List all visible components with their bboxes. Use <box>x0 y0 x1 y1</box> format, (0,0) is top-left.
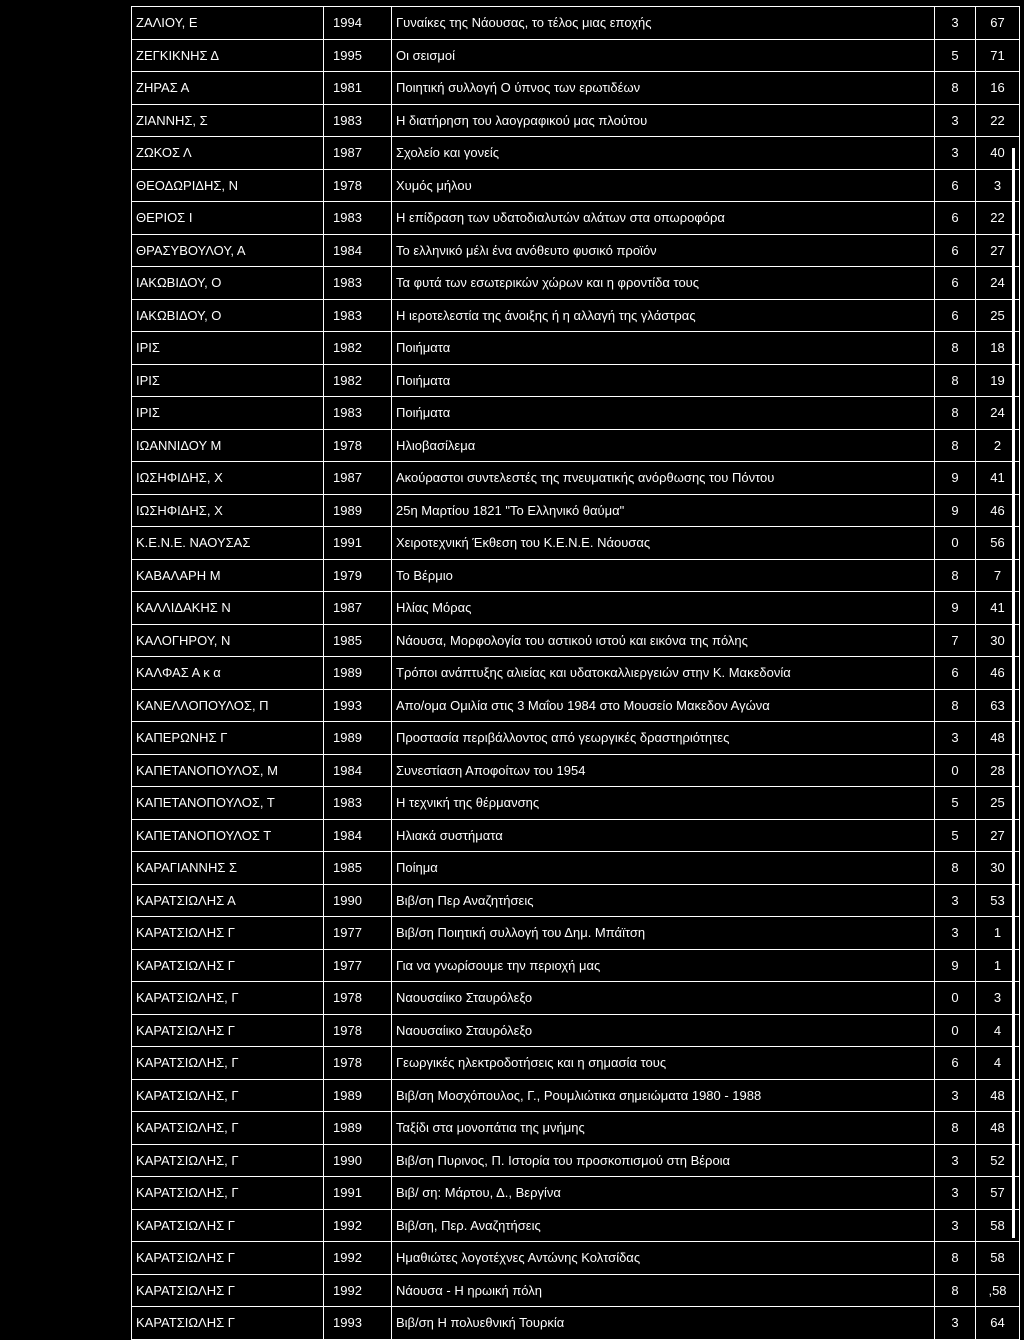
title-cell: Σχολείο και γονείς <box>392 137 935 170</box>
year-cell: 1984 <box>324 234 392 267</box>
author-cell: Κ.Ε.Ν.Ε. ΝΑΟΥΣΑΣ <box>132 527 324 560</box>
table-row <box>132 267 1020 300</box>
year-cell: 1985 <box>324 852 392 885</box>
author-cell: ΚΑΡΑΤΣΙΩΛΗΣ Γ <box>132 1307 324 1340</box>
issue-cell: 3 <box>935 1144 976 1177</box>
year-cell: 1987 <box>324 462 392 495</box>
page-cell: 58 <box>976 1209 1020 1242</box>
year-cell: 1989 <box>324 494 392 527</box>
author-cell: ΚΑΡΑΤΣΙΩΛΗΣ Γ <box>132 1209 324 1242</box>
page-cell: 4 <box>976 1047 1020 1080</box>
title-cell: Βιβ/ση Περ Αναζητήσεις <box>392 884 935 917</box>
page-cell: ,58 <box>976 1274 1020 1307</box>
author-cell: ΚΑΡΑΤΣΙΩΛΗΣ, Γ <box>132 982 324 1015</box>
issue-cell: 8 <box>935 689 976 722</box>
title-cell: Βιβ/ση Η πολυεθνική Τουρκία <box>392 1307 935 1340</box>
page-cell: 1 <box>976 949 1020 982</box>
page-cell: 48 <box>976 722 1020 755</box>
author-cell: ΚΑΡΑΤΣΙΩΛΗΣ, Γ <box>132 1079 324 1112</box>
title-cell: Βιβ/ ση: Μάρτου, Δ., Βεργίνα <box>392 1177 935 1210</box>
title-cell: Βιβ/ση Ποιητική συλλογή του Δημ. Μπάϊτση <box>392 917 935 950</box>
author-cell: ΚΑΠΕΤΑΝΟΠΟΥΛΟΣ, Τ <box>132 787 324 820</box>
issue-cell: 0 <box>935 1014 976 1047</box>
table-row <box>132 527 1020 560</box>
year-cell: 1989 <box>324 1079 392 1112</box>
page-cell: 1 <box>976 917 1020 950</box>
page-cell: 27 <box>976 819 1020 852</box>
page-cell: 41 <box>976 462 1020 495</box>
year-cell: 1995 <box>324 39 392 72</box>
title-cell: Γυναίκες της Νάουσας, το τέλος μιας εποχής <box>392 7 935 40</box>
issue-cell: 3 <box>935 1177 976 1210</box>
issue-cell: 6 <box>935 234 976 267</box>
title-cell: Βιβ/ση Πυρινος, Π. Ιστορία του προσκοπισμού στη Βέροια <box>392 1144 935 1177</box>
author-cell: ΚΑΡΑΤΣΙΩΛΗΣ Α <box>132 884 324 917</box>
table-row <box>132 494 1020 527</box>
year-cell: 1978 <box>324 1014 392 1047</box>
page-cell: 16 <box>976 72 1020 105</box>
author-cell: ΖΩΚΟΣ Λ <box>132 137 324 170</box>
issue-cell: 6 <box>935 299 976 332</box>
issue-cell: 8 <box>935 364 976 397</box>
year-cell: 1993 <box>324 689 392 722</box>
issue-cell: 6 <box>935 657 976 690</box>
table-row <box>132 169 1020 202</box>
author-cell: ΚΑΝΕΛΛΟΠΟΥΛΟΣ, Π <box>132 689 324 722</box>
title-cell: Ηλιοβασίλεμα <box>392 429 935 462</box>
table-row <box>132 949 1020 982</box>
year-cell: 1983 <box>324 397 392 430</box>
page-cell: 71 <box>976 39 1020 72</box>
author-cell: ΚΑΡΑΤΣΙΩΛΗΣ Γ <box>132 1014 324 1047</box>
page-cell: 25 <box>976 299 1020 332</box>
year-cell: 1984 <box>324 819 392 852</box>
table-row <box>132 1144 1020 1177</box>
title-cell: Ναουσαίικο Σταυρόλεξο <box>392 1014 935 1047</box>
page-cell: 2 <box>976 429 1020 462</box>
title-cell: Ηλιακά συστήματα <box>392 819 935 852</box>
table-row <box>132 1014 1020 1047</box>
author-cell: ΚΑΡΑΤΣΙΩΛΗΣ Γ <box>132 1274 324 1307</box>
issue-cell: 9 <box>935 592 976 625</box>
issue-cell: 8 <box>935 559 976 592</box>
title-cell: Ηλίας Μόρας <box>392 592 935 625</box>
year-cell: 1987 <box>324 137 392 170</box>
title-cell: Τρόποι ανάπτυξης αλιείας και υδατοκαλλιεργειών στην Κ. Μακεδονία <box>392 657 935 690</box>
table-row <box>132 1112 1020 1145</box>
year-cell: 1992 <box>324 1274 392 1307</box>
title-cell: Νάουσα - Η ηρωική πόλη <box>392 1274 935 1307</box>
year-cell: 1991 <box>324 527 392 560</box>
table-row <box>132 884 1020 917</box>
page-cell: 46 <box>976 657 1020 690</box>
issue-cell: 9 <box>935 949 976 982</box>
title-cell: Ναουσαίικο Σταυρόλεξο <box>392 982 935 1015</box>
author-cell: ΖΗΡΑΣ Α <box>132 72 324 105</box>
year-cell: 1992 <box>324 1242 392 1275</box>
title-cell: Τα φυτά των εσωτερικών χώρων και η φροντίδα τους <box>392 267 935 300</box>
author-cell: ΙΩΣΗΦΙΔΗΣ, Χ <box>132 462 324 495</box>
table-row <box>132 332 1020 365</box>
author-cell: ΙΑΚΩΒΙΔΟΥ, Ο <box>132 267 324 300</box>
table-row <box>132 137 1020 170</box>
title-cell: Χειροτεχνική Έκθεση του Κ.Ε.Ν.Ε. Νάουσας <box>392 527 935 560</box>
title-cell: Το Βέρμιο <box>392 559 935 592</box>
issue-cell: 8 <box>935 1112 976 1145</box>
author-cell: ΚΑΠΕΤΑΝΟΠΟΥΛΟΣ Τ <box>132 819 324 852</box>
year-cell: 1989 <box>324 722 392 755</box>
issue-cell: 3 <box>935 722 976 755</box>
page-cell: 4 <box>976 1014 1020 1047</box>
year-cell: 1978 <box>324 1047 392 1080</box>
table-row <box>132 364 1020 397</box>
issue-cell: 8 <box>935 1242 976 1275</box>
year-cell: 1982 <box>324 332 392 365</box>
title-cell: Οι σεισμοί <box>392 39 935 72</box>
issue-cell: 0 <box>935 982 976 1015</box>
issue-cell: 3 <box>935 917 976 950</box>
table-row <box>132 1177 1020 1210</box>
author-cell: ΚΑΒΑΛΑΡΗ Μ <box>132 559 324 592</box>
page-cell: 19 <box>976 364 1020 397</box>
author-cell: ΙΩΑΝΝΙΔΟΥ Μ <box>132 429 324 462</box>
table-row <box>132 917 1020 950</box>
title-cell: Για να γνωρίσουμε την περιοχή μας <box>392 949 935 982</box>
year-cell: 1982 <box>324 364 392 397</box>
title-cell: Η τεχνική της θέρμανσης <box>392 787 935 820</box>
title-cell: 25η Μαρτίου 1821 "Το Ελληνικό θαύμα" <box>392 494 935 527</box>
page-cell: 22 <box>976 104 1020 137</box>
year-cell: 1984 <box>324 754 392 787</box>
author-cell: ΚΑΡΑΤΣΙΩΛΗΣ, Γ <box>132 1144 324 1177</box>
issue-cell: 3 <box>935 1079 976 1112</box>
year-cell: 1983 <box>324 202 392 235</box>
issue-cell: 5 <box>935 787 976 820</box>
issue-cell: 0 <box>935 527 976 560</box>
issue-cell: 3 <box>935 1307 976 1340</box>
page-cell: 22 <box>976 202 1020 235</box>
author-cell: ΙΑΚΩΒΙΔΟΥ, Ο <box>132 299 324 332</box>
issue-cell: 3 <box>935 884 976 917</box>
author-cell: ΚΑΡΑΤΣΙΩΛΗΣ Γ <box>132 949 324 982</box>
table-row <box>132 819 1020 852</box>
title-cell: Προστασία περιβάλλοντος από γεωργικές δραστηριότητες <box>392 722 935 755</box>
year-cell: 1993 <box>324 1307 392 1340</box>
year-cell: 1978 <box>324 169 392 202</box>
title-cell: Απο/ομα Ομιλία στις 3 Μαΐου 1984 στο Μουσείο Μακεδον Αγώνα <box>392 689 935 722</box>
table-row <box>132 39 1020 72</box>
year-cell: 1990 <box>324 1144 392 1177</box>
issue-cell: 9 <box>935 494 976 527</box>
title-cell: Νάουσα, Μορφολογία του αστικού ιστού και εικόνα της πόλης <box>392 624 935 657</box>
year-cell: 1991 <box>324 1177 392 1210</box>
page-cell: 7 <box>976 559 1020 592</box>
title-cell: Η ιεροτελεστία της άνοιξης ή η αλλαγή της γλάστρας <box>392 299 935 332</box>
table-row <box>132 852 1020 885</box>
page-cell: 56 <box>976 527 1020 560</box>
page-cell: 63 <box>976 689 1020 722</box>
issue-cell: 7 <box>935 624 976 657</box>
author-cell: ΚΑΠΕΡΩΝΗΣ Γ <box>132 722 324 755</box>
issue-cell: 8 <box>935 397 976 430</box>
year-cell: 1981 <box>324 72 392 105</box>
year-cell: 1983 <box>324 299 392 332</box>
page-cell: 57 <box>976 1177 1020 1210</box>
year-cell: 1983 <box>324 104 392 137</box>
page-cell: 30 <box>976 852 1020 885</box>
title-cell: Ποιήματα <box>392 364 935 397</box>
title-cell: Ημαθιώτες λογοτέχνες Αντώνης Κολτσίδας <box>392 1242 935 1275</box>
year-cell: 1978 <box>324 429 392 462</box>
year-cell: 1978 <box>324 982 392 1015</box>
year-cell: 1992 <box>324 1209 392 1242</box>
page-cell: 28 <box>976 754 1020 787</box>
page-cell: 40 <box>976 137 1020 170</box>
table-row <box>132 1242 1020 1275</box>
issue-cell: 6 <box>935 169 976 202</box>
page-cell: 48 <box>976 1079 1020 1112</box>
page-cell: 24 <box>976 397 1020 430</box>
title-cell: Το ελληνικό μέλι ένα ανόθευτο φυσικό προϊόν <box>392 234 935 267</box>
issue-cell: 6 <box>935 1047 976 1080</box>
author-cell: ΙΡΙΣ <box>132 332 324 365</box>
year-cell: 1990 <box>324 884 392 917</box>
title-cell: Βιβ/ση Μοσχόπουλος, Γ., Ρουμλιώτικα σημειώματα 1980 - 1988 <box>392 1079 935 1112</box>
year-cell: 1989 <box>324 1112 392 1145</box>
issue-cell: 8 <box>935 429 976 462</box>
issue-cell: 3 <box>935 104 976 137</box>
author-cell: ΙΡΙΣ <box>132 397 324 430</box>
table-row <box>132 202 1020 235</box>
issue-cell: 6 <box>935 267 976 300</box>
issue-cell: 8 <box>935 332 976 365</box>
table-row <box>132 559 1020 592</box>
page-cell: 64 <box>976 1307 1020 1340</box>
title-cell: Ποιήματα <box>392 332 935 365</box>
year-cell: 1987 <box>324 592 392 625</box>
table-row <box>132 462 1020 495</box>
table-row <box>132 722 1020 755</box>
page-cell: 48 <box>976 1112 1020 1145</box>
issue-cell: 3 <box>935 1209 976 1242</box>
issue-cell: 3 <box>935 137 976 170</box>
author-cell: ΘΕΟΔΩΡΙΔΗΣ, Ν <box>132 169 324 202</box>
table-row <box>132 657 1020 690</box>
title-cell: Ποιητική συλλογή Ο ύπνος των ερωτιδέων <box>392 72 935 105</box>
table-row <box>132 1047 1020 1080</box>
page-cell: 41 <box>976 592 1020 625</box>
issue-cell: 8 <box>935 852 976 885</box>
page-cell: 3 <box>976 169 1020 202</box>
table-row <box>132 429 1020 462</box>
author-cell: ΚΑΡΑΤΣΙΩΛΗΣ, Γ <box>132 1047 324 1080</box>
author-cell: ΘΕΡΙΟΣ Ι <box>132 202 324 235</box>
table-row <box>132 1307 1020 1340</box>
author-cell: ΚΑΡΑΤΣΙΩΛΗΣ, Γ <box>132 1112 324 1145</box>
table-row <box>132 234 1020 267</box>
page-cell: 30 <box>976 624 1020 657</box>
title-cell: Η επίδραση των υδατοδιαλυτών αλάτων στα οπωροφόρα <box>392 202 935 235</box>
table-row <box>132 592 1020 625</box>
author-cell: ΚΑΛΦΑΣ Α κ α <box>132 657 324 690</box>
author-cell: ΙΩΣΗΦΙΔΗΣ, Χ <box>132 494 324 527</box>
year-cell: 1979 <box>324 559 392 592</box>
title-cell: Βιβ/ση, Περ. Αναζητήσεις <box>392 1209 935 1242</box>
table-row <box>132 104 1020 137</box>
table-row <box>132 982 1020 1015</box>
issue-cell: 6 <box>935 202 976 235</box>
page-cell: 67 <box>976 7 1020 40</box>
page-cell: 27 <box>976 234 1020 267</box>
issue-cell: 3 <box>935 7 976 40</box>
issue-cell: 5 <box>935 39 976 72</box>
author-cell: ΚΑΛΟΓΗΡΟΥ, Ν <box>132 624 324 657</box>
title-cell: Ποιήματα <box>392 397 935 430</box>
author-cell: ΖΕΓΚΙΚΝΗΣ Δ <box>132 39 324 72</box>
author-cell: ΚΑΡΑΤΣΙΩΛΗΣ Γ <box>132 917 324 950</box>
table-row <box>132 1274 1020 1307</box>
page-cell: 24 <box>976 267 1020 300</box>
title-cell: Ταξίδι στα μονοπάτια της μνήμης <box>392 1112 935 1145</box>
author-cell: ΚΑΡΑΓΙΑΝΝΗΣ Σ <box>132 852 324 885</box>
year-cell: 1983 <box>324 787 392 820</box>
page-cell: 18 <box>976 332 1020 365</box>
title-cell: Γεωργικές ηλεκτροδοτήσεις και η σημασία τους <box>392 1047 935 1080</box>
table-row <box>132 624 1020 657</box>
table-row <box>132 299 1020 332</box>
issue-cell: 8 <box>935 1274 976 1307</box>
page-cell: 3 <box>976 982 1020 1015</box>
table-row <box>132 689 1020 722</box>
title-cell: Η διατήρηση του λαογραφικού μας πλούτου <box>392 104 935 137</box>
issue-cell: 9 <box>935 462 976 495</box>
title-cell: Χυμός μήλου <box>392 169 935 202</box>
year-cell: 1985 <box>324 624 392 657</box>
year-cell: 1989 <box>324 657 392 690</box>
title-cell: Ακούραστοι συντελεστές της πνευματικής ανόρθωσης του Πόντου <box>392 462 935 495</box>
table-row <box>132 72 1020 105</box>
table-row <box>132 754 1020 787</box>
issue-cell: 0 <box>935 754 976 787</box>
year-cell: 1977 <box>324 949 392 982</box>
year-cell: 1983 <box>324 267 392 300</box>
author-cell: ΚΑΡΑΤΣΙΩΛΗΣ Γ <box>132 1242 324 1275</box>
table-row <box>132 7 1020 40</box>
issue-cell: 5 <box>935 819 976 852</box>
page-cell: 25 <box>976 787 1020 820</box>
page-cell: 52 <box>976 1144 1020 1177</box>
title-cell: Συνεστίαση Αποφοίτων του 1954 <box>392 754 935 787</box>
year-cell: 1977 <box>324 917 392 950</box>
issue-cell: 8 <box>935 72 976 105</box>
author-cell: ΖΑΛΙΟΥ, Ε <box>132 7 324 40</box>
table-body <box>132 7 1020 1340</box>
table-row <box>132 1209 1020 1242</box>
page-cell: 58 <box>976 1242 1020 1275</box>
article-index-table <box>131 6 1020 1340</box>
page-cell: 53 <box>976 884 1020 917</box>
author-cell: ΘΡΑΣΥΒΟΥΛΟΥ, Α <box>132 234 324 267</box>
table-row <box>132 397 1020 430</box>
author-cell: ΚΑΠΕΤΑΝΟΠΟΥΛΟΣ, Μ <box>132 754 324 787</box>
author-cell: ΚΑΡΑΤΣΙΩΛΗΣ, Γ <box>132 1177 324 1210</box>
author-cell: ΙΡΙΣ <box>132 364 324 397</box>
table-row <box>132 1079 1020 1112</box>
author-cell: ΚΑΛΛΙΔΑΚΗΣ Ν <box>132 592 324 625</box>
table-row <box>132 787 1020 820</box>
author-cell: ΖΙΑΝΝΗΣ, Σ <box>132 104 324 137</box>
title-cell: Ποίημα <box>392 852 935 885</box>
year-cell: 1994 <box>324 7 392 40</box>
page-cell: 46 <box>976 494 1020 527</box>
